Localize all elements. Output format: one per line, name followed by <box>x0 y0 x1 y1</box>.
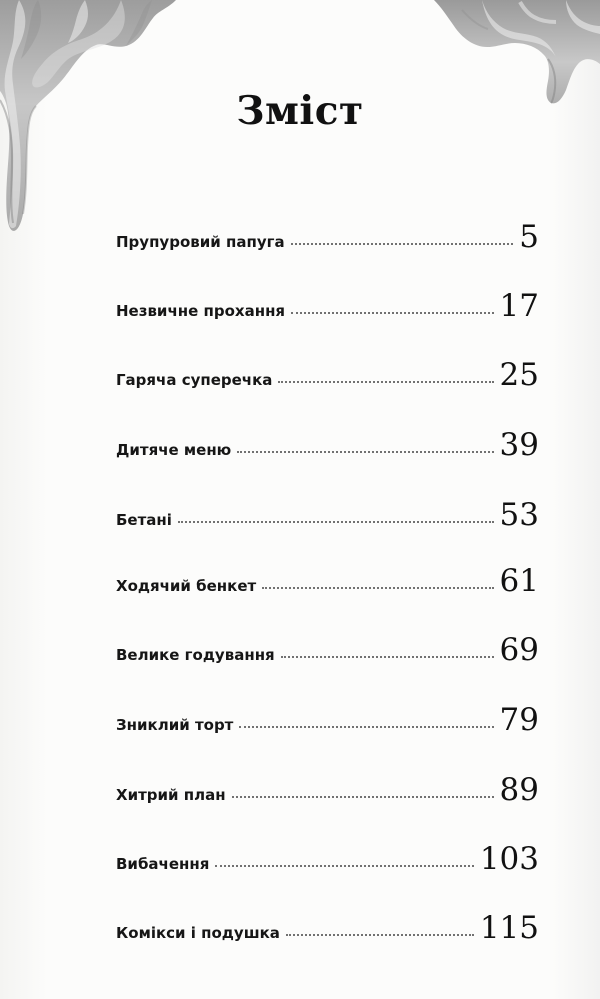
toc-row <box>116 357 539 404</box>
page-number: 17 <box>499 288 539 324</box>
page-number: 115 <box>479 910 539 946</box>
dot-leader <box>281 655 494 658</box>
chapter-title: Ходячий бенкет <box>116 577 257 595</box>
dot-leader <box>291 242 513 245</box>
toc-row <box>116 497 539 544</box>
page-number: 79 <box>499 702 539 738</box>
page-number: 103 <box>479 841 539 877</box>
chapter-title: Хитрий план <box>116 786 226 804</box>
dot-leader <box>215 864 473 867</box>
dot-leader <box>291 311 493 314</box>
page-number: 5 <box>519 219 539 255</box>
dot-leader <box>262 586 493 589</box>
toc-row <box>116 219 539 266</box>
page-number: 25 <box>499 357 539 393</box>
toc-row <box>116 632 539 679</box>
chapter-title: Комікси і подушка <box>116 924 280 942</box>
toc-row <box>116 288 539 335</box>
page-number: 61 <box>499 563 539 599</box>
toc-row <box>116 772 539 819</box>
dot-leader <box>239 725 493 728</box>
dot-leader <box>286 933 474 936</box>
page-title: Зміст <box>236 88 364 134</box>
toc-row <box>116 841 539 888</box>
chapter-title: Дитяче меню <box>116 441 232 459</box>
toc-row <box>116 910 539 957</box>
dot-leader <box>178 520 494 523</box>
chapter-title: Зниклий торт <box>116 716 234 734</box>
chapter-title: Бетані <box>116 511 172 529</box>
page-number: 39 <box>499 427 539 463</box>
chapter-title: Незвичне прохання <box>116 302 286 320</box>
toc-row <box>116 702 539 749</box>
chapter-title: Велике годування <box>116 646 275 664</box>
dot-leader <box>278 380 493 383</box>
page-number: 69 <box>499 632 539 668</box>
toc-row <box>116 563 539 610</box>
dot-leader <box>237 450 493 453</box>
chapter-title: Гаряча суперечка <box>116 371 273 389</box>
chapter-title: Вибачення <box>116 855 210 873</box>
page-number: 89 <box>499 772 539 808</box>
dot-leader <box>232 795 494 798</box>
chapter-title: Прупуровий папуга <box>116 233 285 251</box>
toc-row <box>116 427 539 474</box>
page-number: 53 <box>499 497 539 533</box>
table-of-contents <box>116 210 539 950</box>
